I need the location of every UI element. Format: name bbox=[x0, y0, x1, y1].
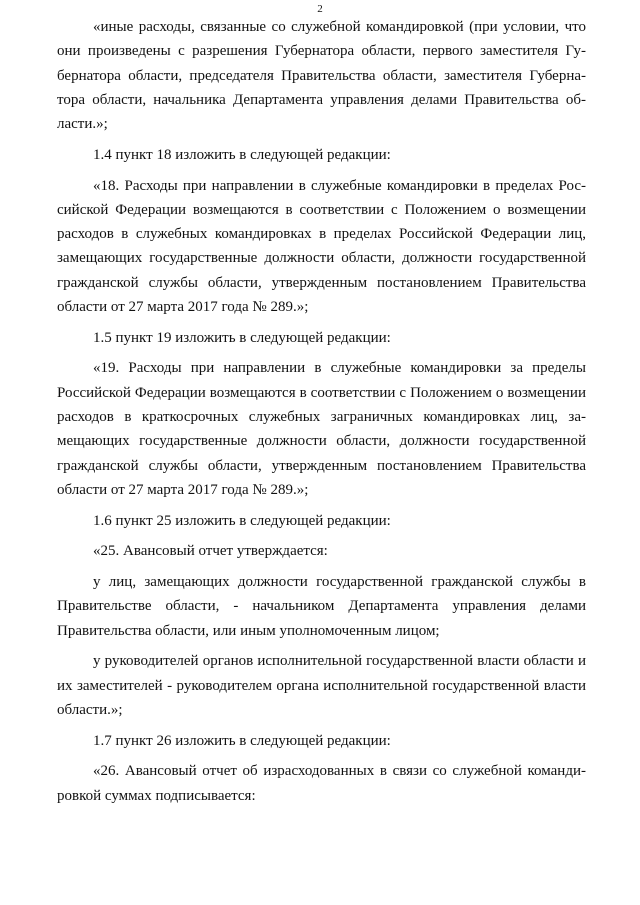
paragraph-item-1-4: 1.4 пункт 18 изложить в следующей редакции: bbox=[93, 146, 391, 163]
document-body bbox=[57, 15, 586, 808]
paragraph-item-1-7: 1.7 пункт 26 изложить в следующей редакции: bbox=[93, 732, 391, 749]
paragraph-civil-service: у лиц, замещающих должности государственной гражданской службы в Правительстве области, - начальником Департамента управления делами Правительства области, или иным уполномоченным лицом; bbox=[57, 573, 586, 639]
paragraph-other-expenses: «иные расходы, связанные со служебной командировкой (при условии, что они произведены с разрешения Губернатора области, первого заместителя Губернатора области, председателя Правительства области, заместителя Губернатора области, начальника Департамента управления делами Правительства области.»; bbox=[57, 19, 586, 133]
paragraph-point-19: «19. Расходы при направлении в служебные командировки за пределы Российской Федерации возмещаются в соответствии с Положением о возмещении расходов в краткосрочных служебных заграничных командировках лиц, замещающих государственные должности области, должности государственной гражданской службы области, утвержденным постановлением Правительства области от 27 марта 2017 года № 289.»; bbox=[57, 360, 586, 498]
paragraph-item-1-6: 1.6 пункт 25 изложить в следующей редакции: bbox=[93, 512, 391, 529]
page-number: 2 bbox=[317, 3, 323, 15]
paragraph-item-1-5: 1.5 пункт 19 изложить в следующей редакции: bbox=[93, 329, 391, 346]
paragraph-executive-heads: у руководителей органов исполнительной государственной власти области и их заместителей - руководителем органа исполнительной государственной власти области.»; bbox=[57, 653, 586, 718]
paragraph-point-18: «18. Расходы при направлении в служебные командировки в пределах Российской Федерации возмещаются в соответствии с Положением о возмещении расходов в служебных командировках в пределах Российской Федерации лиц, замещающих государственные должности области, должности государственной гражданской службы области, утвержденным постановлением Правительства области от 27 марта 2017 года № 289.»; bbox=[57, 177, 586, 316]
paragraph-point-26: «26. Авансовый отчет об израсходованных в связи со служебной командировкой суммах подписывается: bbox=[57, 763, 586, 804]
paragraph-point-25: «25. Авансовый отчет утверждается: bbox=[93, 543, 328, 560]
